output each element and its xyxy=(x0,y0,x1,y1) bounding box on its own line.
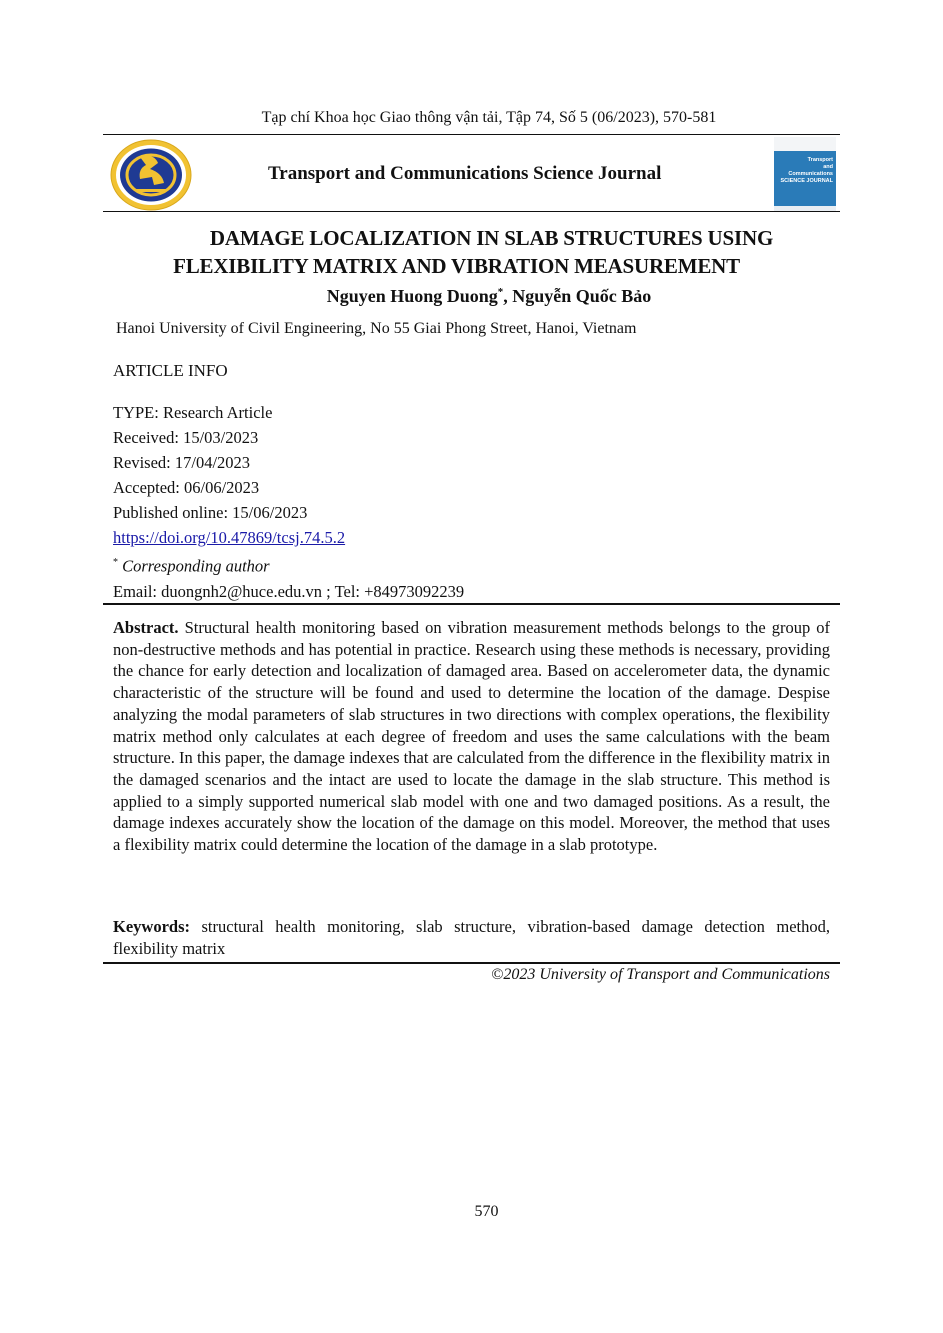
corresponding-author-note xyxy=(113,550,464,579)
revised-date: Revised: 17/04/2023 xyxy=(113,453,251,472)
cover-text-line: Communications xyxy=(788,171,833,177)
abstract xyxy=(113,617,830,856)
corresponding-mark: * xyxy=(497,286,504,298)
abstract-text: Structural health monitoring based on vibration measurement methods belongs to the group of non-destructive methods and has potential in practice. Research using these methods is necessary, providing the chance for early detection and localization of damaged area. Based on accelerometer data, the dynamic characteristic of the structure will be found and used to determine the location of the damage. Despise analyzing the modal parameters of slab structures in two directions with complex operations, the flexibility matrix method only calculates at each degree of freedom and uses the same calculations with the beam structure. In this paper, the damage indexes that are calculated from the difference in the flexibility matrix in the damaged scenarios and the intact are used to locate the damage in the slab structure. This method is applied to a simply supported numerical slab model with one and two damaged positions. As a result, the damage indexes accurately show the location of the damage on this model. Moreover, the method that uses a flexibility matrix could determine the location of the damage in a slab prototype. xyxy=(113,618,830,855)
accepted-date: Accepted: 06/06/2023 xyxy=(113,478,260,497)
author-2: Nguyễn Quốc Bảo xyxy=(512,286,652,306)
article-info-heading: ARTICLE INFO xyxy=(113,361,228,380)
cover-text-line: and xyxy=(823,164,833,170)
keywords xyxy=(113,916,830,959)
header-rule-bottom xyxy=(103,211,840,212)
author-list xyxy=(0,286,943,307)
doi-link[interactable]: https://doi.org/10.47869/tcsj.74.5.2 xyxy=(113,528,346,547)
cover-text-line: SCIENCE JOURNAL xyxy=(780,178,833,184)
contact-info: Email: duongnh2@huce.edu.vn ; Tel: +84973092239 xyxy=(113,581,465,601)
cover-text-line: Transport xyxy=(807,157,833,163)
copyright-notice: ©2023 University of Transport and Communications xyxy=(491,966,830,983)
info-rule xyxy=(103,603,840,605)
keywords-rule xyxy=(103,962,840,964)
article-type: TYPE: Research Article xyxy=(113,403,273,422)
affiliation: Hanoi University of Civil Engineering, No 55 Giai Phong Street, Hanoi, Vietnam xyxy=(116,320,637,337)
university-seal-icon xyxy=(110,139,192,211)
journal-cover-thumbnail xyxy=(774,137,836,211)
journal-title: Transport and Communications Science Journal xyxy=(268,163,662,184)
corresponding-label: Corresponding author xyxy=(118,556,270,576)
author-1: Nguyen Huong Duong xyxy=(326,286,498,306)
received-date: Received: 15/03/2023 xyxy=(113,428,259,447)
header-rule-top xyxy=(103,134,840,135)
article-title xyxy=(0,224,943,280)
keywords-label: Keywords: xyxy=(113,917,190,936)
keywords-text: structural health monitoring, slab structure, vibration-based damage detection method, flexibility matrix xyxy=(113,917,830,958)
article-info-list xyxy=(113,400,464,604)
abstract-label: Abstract. xyxy=(113,618,179,637)
title-line-2: FLEXIBILITY MATRIX AND VIBRATION MEASUREMENT xyxy=(173,254,740,278)
corresponding-mark: * xyxy=(113,557,118,568)
page-number: 570 xyxy=(474,1203,499,1220)
author-separator: , xyxy=(503,286,513,306)
published-date: Published online: 15/06/2023 xyxy=(113,503,308,522)
title-line-1: DAMAGE LOCALIZATION IN SLAB STRUCTURES USING xyxy=(209,226,774,250)
running-head: Tạp chí Khoa học Giao thông vận tải, Tập 74, Số 5 (06/2023), 570-581 xyxy=(261,109,717,126)
